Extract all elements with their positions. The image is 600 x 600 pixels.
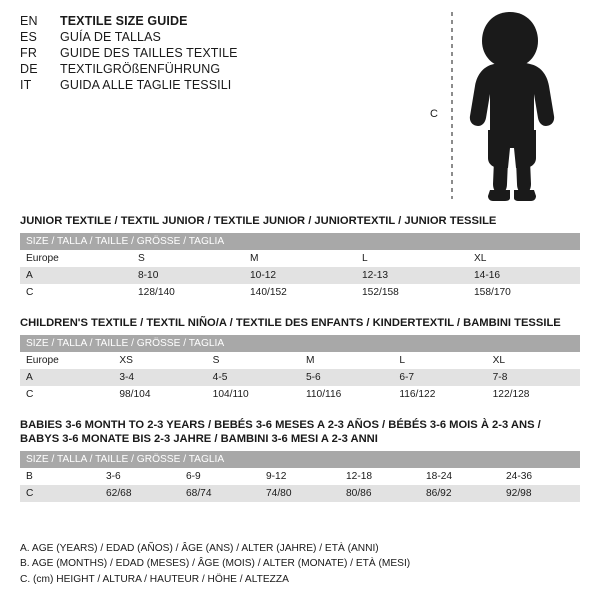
table-row bbox=[20, 284, 580, 301]
table-row bbox=[20, 352, 580, 369]
language-header bbox=[20, 14, 440, 94]
cell: 158/170 bbox=[468, 284, 580, 301]
table-babies bbox=[20, 451, 580, 502]
cell: 12-18 bbox=[340, 468, 420, 485]
legend-line-b: B. AGE (MONTHS) / EDAD (MESES) / ÂGE (MOIS) / ALTER (MONATE) / ETÀ (MESI) bbox=[20, 558, 411, 570]
legend-line-a: A. AGE (YEARS) / EDAD (AÑOS) / ÂGE (ANS) / ALTER (JAHRE) / ETÀ (ANNI) bbox=[20, 542, 379, 554]
table-junior bbox=[20, 233, 580, 301]
row-label: A bbox=[20, 369, 113, 386]
cell: S bbox=[207, 352, 300, 369]
language-code-es: ES bbox=[20, 30, 38, 44]
cell: 7-8 bbox=[487, 369, 580, 386]
row-label: C bbox=[20, 284, 132, 301]
language-title-de: TEXTILGRÖßENFÜHRUNG bbox=[60, 62, 221, 76]
cell: 98/104 bbox=[113, 386, 206, 403]
cell: 86/92 bbox=[420, 485, 500, 502]
row-label: Europe bbox=[20, 250, 132, 267]
child-body-shape bbox=[470, 12, 554, 201]
table-header-label: SIZE / TALLA / TAILLE / GRÖSSE / TAGLIA bbox=[20, 233, 580, 250]
cell: 9-12 bbox=[260, 468, 340, 485]
cell: 110/116 bbox=[300, 386, 393, 403]
table-header-row bbox=[20, 335, 580, 352]
cell: 12-13 bbox=[356, 267, 468, 284]
legend bbox=[20, 541, 580, 588]
table-header-label: SIZE / TALLA / TAILLE / GRÖSSE / TAGLIA bbox=[20, 335, 580, 352]
table-children bbox=[20, 335, 580, 403]
cell: 62/68 bbox=[100, 485, 180, 502]
cell: 3-4 bbox=[113, 369, 206, 386]
child-silhouette-icon bbox=[430, 8, 590, 203]
cell: 10-12 bbox=[244, 267, 356, 284]
table-header-row bbox=[20, 451, 580, 468]
section-title-children: CHILDREN'S TEXTILE / TEXTIL NIÑO/A / TEXTILE DES ENFANTS / KINDERTEXTIL / BAMBINI TESSILE bbox=[20, 317, 561, 329]
section-children bbox=[20, 316, 580, 403]
language-title-es: GUÍA DE TALLAS bbox=[60, 30, 161, 44]
cell: 3-6 bbox=[100, 468, 180, 485]
cell: 68/74 bbox=[180, 485, 260, 502]
cell: 6-7 bbox=[393, 369, 486, 386]
table-row bbox=[20, 267, 580, 284]
language-title-fr: GUIDE DES TAILLES TEXTILE bbox=[60, 46, 238, 60]
cell: XS bbox=[113, 352, 206, 369]
table-header-label: SIZE / TALLA / TAILLE / GRÖSSE / TAGLIA bbox=[20, 451, 580, 468]
language-title-it: GUIDA ALLE TAGLIE TESSILI bbox=[60, 78, 232, 92]
language-row-en bbox=[20, 14, 440, 28]
row-label: A bbox=[20, 267, 132, 284]
section-junior bbox=[20, 214, 580, 301]
language-code-it: IT bbox=[20, 78, 32, 92]
table-row bbox=[20, 369, 580, 386]
cell: L bbox=[393, 352, 486, 369]
cell: M bbox=[244, 250, 356, 267]
section-title-babies: BABIES 3-6 MONTH TO 2-3 YEARS / BEBÉS 3-6 MESES A 2-3 AÑOS / BÉBÉS 3-6 MOIS À 2-3 ANS / BABYS 3-6 MONATE BIS 2-3 JAHRE / BAMBINI 3-6 MESI A 2-3 ANNI bbox=[20, 419, 541, 445]
table-row bbox=[20, 250, 580, 267]
cell: XL bbox=[468, 250, 580, 267]
language-row-es bbox=[20, 30, 440, 44]
cell: 6-9 bbox=[180, 468, 260, 485]
cell: 14-16 bbox=[468, 267, 580, 284]
table-row bbox=[20, 468, 580, 485]
cell: 18-24 bbox=[420, 468, 500, 485]
row-label: C bbox=[20, 485, 100, 502]
table-header-row bbox=[20, 233, 580, 250]
language-row-de bbox=[20, 62, 440, 76]
cell: 116/122 bbox=[393, 386, 486, 403]
section-babies bbox=[20, 418, 580, 502]
row-label: C bbox=[20, 386, 113, 403]
language-code-en: EN bbox=[20, 14, 38, 28]
language-title-en: TEXTILE SIZE GUIDE bbox=[60, 14, 188, 28]
row-label: Europe bbox=[20, 352, 113, 369]
table-row bbox=[20, 386, 580, 403]
cell: 140/152 bbox=[244, 284, 356, 301]
table-row bbox=[20, 485, 580, 502]
cell: 128/140 bbox=[132, 284, 244, 301]
cell: M bbox=[300, 352, 393, 369]
cell: L bbox=[356, 250, 468, 267]
cell: 92/98 bbox=[500, 485, 580, 502]
cell: 24-36 bbox=[500, 468, 580, 485]
row-label: B bbox=[20, 468, 100, 485]
cell: 8-10 bbox=[132, 267, 244, 284]
language-row-it bbox=[20, 78, 440, 92]
section-title-junior: JUNIOR TEXTILE / TEXTIL JUNIOR / TEXTILE JUNIOR / JUNIORTEXTIL / JUNIOR TESSILE bbox=[20, 215, 497, 227]
language-code-fr: FR bbox=[20, 46, 38, 60]
cell: XL bbox=[487, 352, 580, 369]
legend-line-c: C. (cm) HEIGHT / ALTURA / HAUTEUR / HÖHE / ALTEZZA bbox=[20, 574, 289, 586]
cell: 5-6 bbox=[300, 369, 393, 386]
cell: 4-5 bbox=[207, 369, 300, 386]
cell: 122/128 bbox=[487, 386, 580, 403]
cell: S bbox=[132, 250, 244, 267]
measurement-figure bbox=[430, 8, 590, 203]
language-row-fr bbox=[20, 46, 440, 60]
measure-label-c: C bbox=[430, 108, 438, 120]
cell: 152/158 bbox=[356, 284, 468, 301]
cell: 74/80 bbox=[260, 485, 340, 502]
cell: 80/86 bbox=[340, 485, 420, 502]
cell: 104/110 bbox=[207, 386, 300, 403]
language-code-de: DE bbox=[20, 62, 38, 76]
